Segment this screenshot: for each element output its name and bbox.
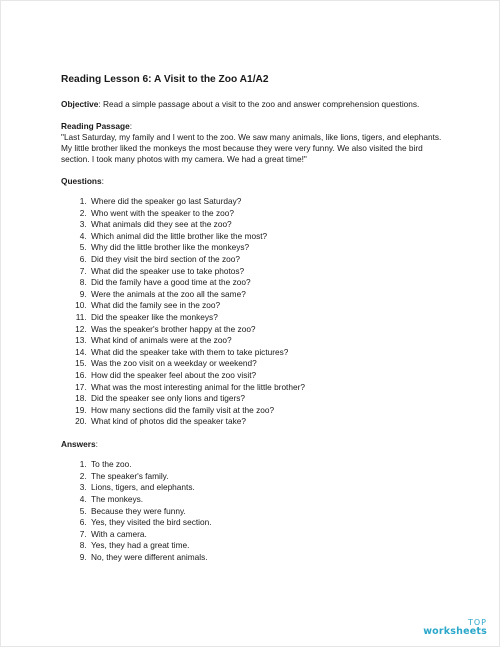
question-item: 2. Who went with the speaker to the zoo? <box>89 208 451 219</box>
logo-top-text: TOP <box>467 617 487 627</box>
answer-item: 9. No, they were different animals. <box>89 552 451 563</box>
topworksheets-logo[interactable] <box>423 619 487 637</box>
objective-paragraph <box>61 99 451 110</box>
question-item: 8. Did the family have a good time at the zoo? <box>89 277 451 288</box>
question-item: 20. What kind of photos did the speaker take? <box>89 416 451 427</box>
passage-colon: : <box>129 121 133 131</box>
question-item: 19. How many sections did the family visit at the zoo? <box>89 405 451 416</box>
answer-item: 3. Lions, tigers, and elephants. <box>89 482 451 493</box>
question-item: 3. What animals did they see at the zoo? <box>89 219 451 230</box>
question-item: 14. What did the speaker take with them to take pictures? <box>89 347 451 358</box>
passage-label: Reading Passage <box>61 121 130 131</box>
answer-item: 4. The monkeys. <box>89 494 451 505</box>
objective-text: : Read a simple passage about a visit to the zoo and answer comprehension questions. <box>98 99 420 109</box>
questions-label: Questions <box>61 176 102 186</box>
answers-heading <box>61 439 451 450</box>
logo-name-text: worksheets <box>423 625 487 637</box>
objective-label: Objective <box>61 99 99 109</box>
question-item: 17. What was the most interesting animal for the little brother? <box>89 382 451 393</box>
question-item: 12. Was the speaker's brother happy at the zoo? <box>89 324 451 335</box>
questions-colon: : <box>101 176 104 186</box>
question-item: 1. Where did the speaker go last Saturday? <box>89 196 451 207</box>
question-item: 18. Did the speaker see only lions and tigers? <box>89 393 451 404</box>
question-item: 15. Was the zoo visit on a weekday or weekend? <box>89 358 451 369</box>
question-item: 4. Which animal did the little brother like the most? <box>89 231 451 242</box>
answers-label: Answers <box>61 439 96 450</box>
answers-colon: : <box>95 439 98 450</box>
passage-text: "Last Saturday, my family and I went to the zoo. We saw many animals, like lions, tigers, and elephants. My little brother liked the monkeys the most because they were very funny. We also visited the bird section. I took many photos with my camera. We had a great time!" <box>61 132 442 164</box>
question-item: 10. What did the family see in the zoo? <box>89 300 451 311</box>
answer-item: 1. To the zoo. <box>89 459 451 470</box>
answers-list <box>61 459 451 563</box>
question-item: 6. Did they visit the bird section of the zoo? <box>89 254 451 265</box>
answer-item: 7. With a camera. <box>89 529 451 540</box>
question-item: 7. What did the speaker use to take photos? <box>89 266 451 277</box>
question-item: 5. Why did the little brother like the monkeys? <box>89 242 451 253</box>
answer-item: 2. The speaker's family. <box>89 471 451 482</box>
question-item: 9. Were the animals at the zoo all the same? <box>89 289 451 300</box>
question-item: 11. Did the speaker like the monkeys? <box>89 312 451 323</box>
worksheet-content <box>61 73 451 575</box>
answer-item: 6. Yes, they visited the bird section. <box>89 517 451 528</box>
question-item: 16. How did the speaker feel about the zoo visit? <box>89 370 451 381</box>
passage-heading <box>61 121 451 132</box>
page-title: Reading Lesson 6: A Visit to the Zoo A1/A2 <box>61 74 269 85</box>
answer-item: 8. Yes, they had a great time. <box>89 540 451 551</box>
answer-item: 5. Because they were funny. <box>89 506 451 517</box>
question-item: 13. What kind of animals were at the zoo? <box>89 335 451 346</box>
questions-list <box>61 196 451 427</box>
questions-heading <box>61 176 451 187</box>
